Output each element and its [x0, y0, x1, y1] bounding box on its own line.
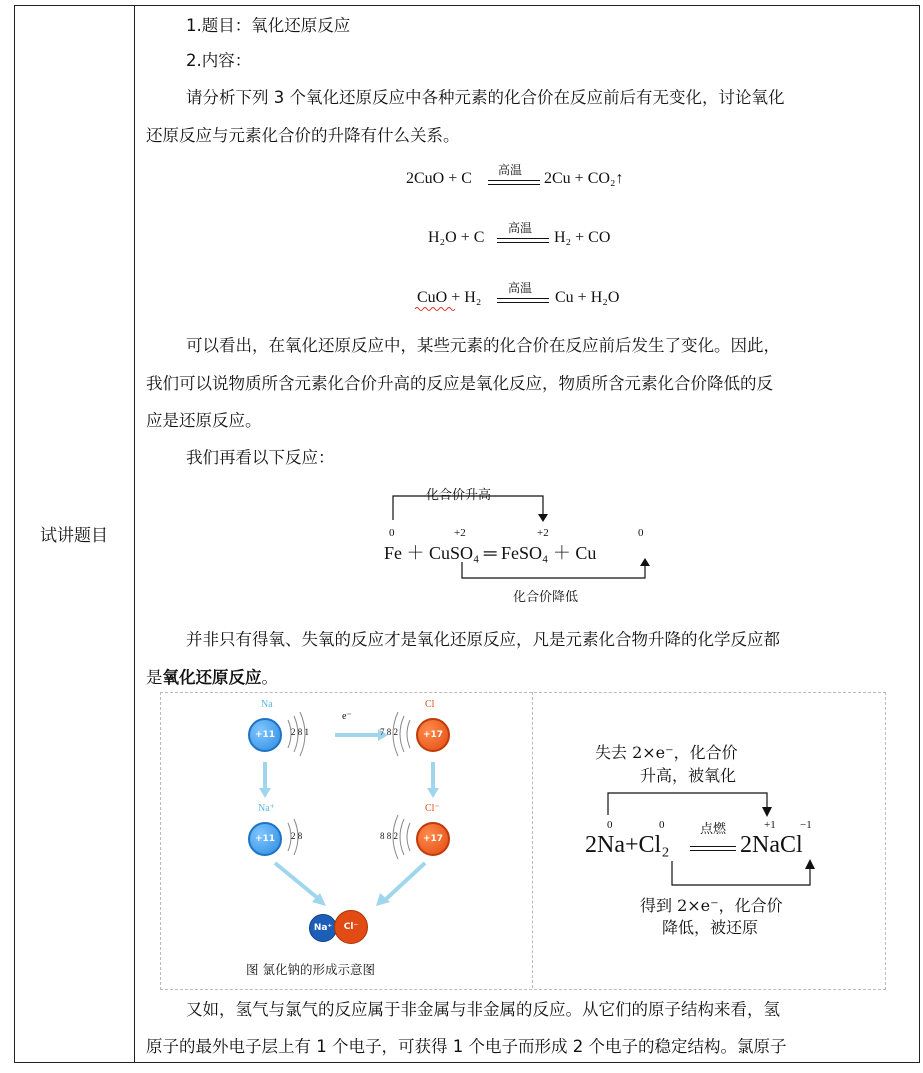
fe-ox-1: +2 [454, 527, 466, 539]
figure-caption: 图 氯化钠的形成示意图 [246, 962, 375, 977]
cl-atom-label: Cl [425, 699, 435, 710]
equation-3-left: CuO + H₂ [417, 289, 482, 306]
figure-separator [532, 692, 533, 988]
cl-ion-label: Cl⁻ [425, 803, 440, 814]
equation-1-sign [488, 180, 540, 185]
fe-equation: Fe ＋ CuSO₄ ═ FeSO₄ ＋ Cu [384, 543, 597, 563]
paragraph-4-suffix: 。 [261, 668, 278, 687]
column-divider [134, 5, 135, 1063]
equation-3-sign [497, 298, 549, 303]
na-ox-2: +1 [764, 819, 776, 831]
section-heading: 2.内容： [186, 51, 252, 70]
row-label: 试讲题目 [40, 526, 108, 546]
paragraph-3: 我们再看以下反应： [186, 448, 335, 467]
paragraph-4-prefix: 是 [146, 668, 163, 687]
equation-2-condition: 高温 [508, 221, 533, 235]
na-shells: 2 8 1 [291, 727, 309, 737]
fe-ox-3: 0 [638, 527, 644, 539]
paragraph-4-line-1: 并非只有得氧、失氧的反应才是氧化还原反应，凡是元素化合物升降的化学反应都 [186, 630, 780, 649]
equation-2-left: H₂O + C [428, 229, 485, 246]
paragraph-1-line-2: 还原反应与元素化合价的升降有什么关系。 [146, 126, 460, 145]
na-atom: +11 [248, 718, 282, 752]
cl-ion-bonded: Cl⁻ [334, 910, 368, 944]
electron-label: e⁻ [342, 711, 352, 722]
cl-ion: +17 [416, 822, 450, 856]
paragraph-2-line-3: 应是还原反应。 [146, 411, 262, 430]
topic-title: 1.题目：氧化还原反应 [186, 16, 351, 35]
equation-1-condition: 高温 [498, 163, 523, 177]
equation-1-left: 2CuO + C [406, 170, 472, 187]
reduction-label-2: 降低，被还原 [662, 918, 759, 937]
paragraph-5-line-1: 又如，氢气与氯气的反应属于非金属与非金属的反应。从它们的原子结构来看，氢 [186, 1000, 780, 1019]
na-ox-0: 0 [607, 819, 613, 831]
reduction-label-1: 得到 2×e⁻，化合价 [640, 896, 783, 915]
na-ion-label: Na⁺ [258, 803, 275, 814]
na-atom-label: Na [261, 699, 273, 710]
oxidation-label-1: 失去 2×e⁻，化合价 [595, 743, 738, 762]
na-ion: +11 [248, 822, 282, 856]
na-ox-1: 0 [659, 819, 665, 831]
equation-3-condition: 高温 [508, 281, 533, 295]
cl-ion-shells: 8 8 2 [380, 831, 398, 841]
na-equation-right: 2NaCl [740, 832, 803, 858]
equation-2-sign [497, 238, 549, 243]
fe-fall-label: 化合价降低 [513, 590, 579, 605]
fe-ox-0: 0 [389, 527, 395, 539]
equation-2-right: H₂ + CO [554, 229, 611, 246]
paragraph-2-line-2: 我们可以说物质所含元素化合价升高的反应是氧化反应，物质所含元素化合价降低的反 [146, 374, 773, 393]
paragraph-5-line-2: 原子的最外电子层上有 1 个电子，可获得 1 个电子而形成 2 个电子的稳定结构。氯原子 [146, 1037, 787, 1056]
fe-rise-label: 化合价升高 [426, 488, 492, 503]
paragraph-2-line-1: 可以看出，在氧化还原反应中，某些元素的化合价在反应前后发生了变化。因此， [186, 336, 780, 355]
na-equation-sign [690, 846, 736, 851]
oxidation-label-2: 升高，被氧化 [640, 766, 737, 785]
spellcheck-underline [415, 306, 457, 311]
na-equation-left: 2Na+Cl₂ [585, 832, 670, 858]
na-condition: 点燃 [700, 822, 727, 837]
cl-atom: +17 [416, 718, 450, 752]
paragraph-1-line-1: 请分析下列 3 个氧化还原反应中各种元素的化合价在反应前后有无变化，讨论氧化 [186, 88, 785, 107]
equation-3-right: Cu + H₂O [555, 289, 620, 306]
na-ion-bonded: Na⁺ [309, 914, 337, 942]
equation-1-right: 2Cu + CO₂↑ [544, 170, 624, 187]
paragraph-4-bold: 氧化还原反应 [162, 668, 262, 687]
paragraph-4-line-2 [146, 664, 278, 688]
na-ox-3: −1 [800, 819, 812, 831]
na-ion-shells: 2 8 [291, 831, 303, 841]
fe-ox-2: +2 [537, 527, 549, 539]
cl-shells: 7 8 2 [380, 727, 398, 737]
